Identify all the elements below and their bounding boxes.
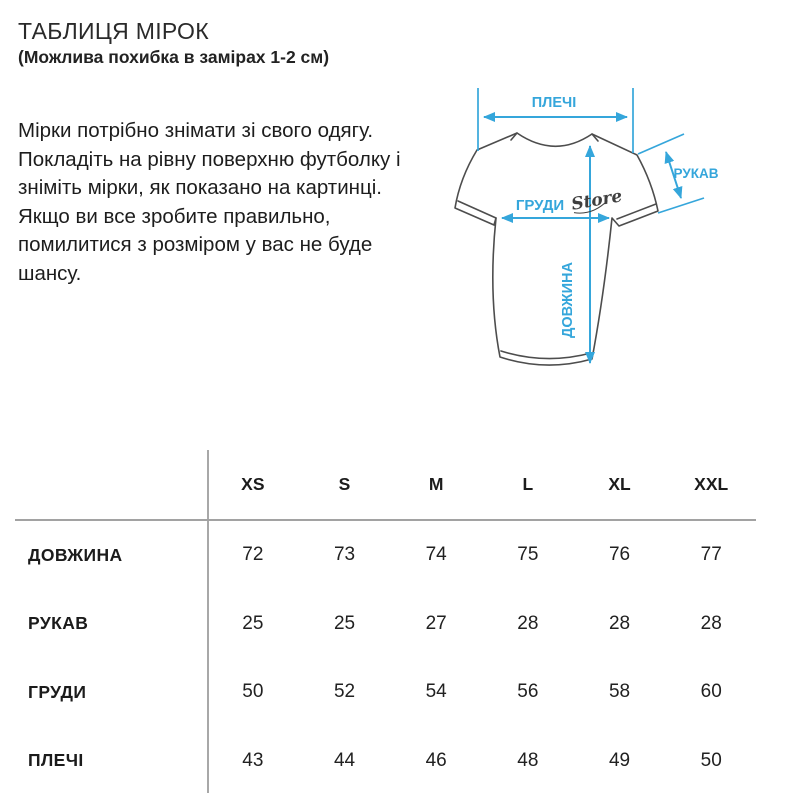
- svg-text:Store: Store: [569, 186, 624, 215]
- table-cell: 28: [517, 612, 539, 634]
- table-cell: 44: [333, 749, 356, 771]
- column-header: M: [428, 474, 444, 494]
- table-cell: 48: [517, 749, 539, 771]
- table-cell: 76: [608, 544, 631, 566]
- table-cell: 46: [425, 749, 447, 771]
- table-cell: 25: [242, 612, 264, 634]
- page-subtitle: (Можлива похибка в замірах 1-2 см): [18, 47, 330, 67]
- table-cell: 28: [608, 612, 631, 634]
- table-cell: 60: [700, 681, 722, 703]
- table-row: [15, 727, 757, 796]
- row-label: ДОВЖИНА: [28, 544, 123, 565]
- column-header: XXL: [694, 474, 729, 494]
- table-cell: 72: [242, 544, 264, 566]
- table-cell: 52: [333, 681, 356, 703]
- measuring-instructions: Мірки потрібно знімати зі свого одягу. Покладіть на рівну поверхню футболку і зніміть мірки, як показано на картинці. Якщо ви все зробите правильно, помилитися з розміром у вас не буде шансу.: [18, 119, 401, 285]
- sleeve-guide-top: [638, 134, 684, 154]
- table-cell: 54: [425, 681, 447, 703]
- sleeve-guide-bottom: [658, 198, 704, 213]
- row-label: ГРУДИ: [28, 681, 87, 702]
- table-cell: 43: [242, 749, 264, 771]
- chest-label: ГРУДИ: [515, 197, 565, 214]
- table-row: [15, 590, 757, 659]
- page-title: ТАБЛИЦЯ МІРОК: [18, 18, 209, 44]
- tshirt-outline: [455, 133, 658, 365]
- table-cell: 50: [242, 681, 264, 703]
- table-cell: 77: [700, 544, 722, 566]
- table-cell: 74: [425, 544, 447, 566]
- column-header: L: [522, 474, 534, 494]
- row-label: ПЛЕЧІ: [28, 750, 84, 771]
- row-label: РУКАВ: [28, 613, 89, 634]
- table-row: [15, 521, 757, 590]
- table-cell: 49: [608, 749, 631, 771]
- table-cell: 75: [517, 544, 539, 566]
- table-cell: 58: [608, 681, 631, 703]
- size-table-body: [15, 521, 757, 795]
- table-cell: 25: [333, 612, 356, 634]
- tshirt-measurement-diagram: [440, 80, 785, 405]
- column-header: S: [338, 474, 351, 494]
- size-table-header: [15, 450, 757, 519]
- table-cell: 73: [333, 544, 356, 566]
- table-cell: 27: [425, 612, 447, 634]
- sleeve-label: РУКАВ: [673, 166, 719, 181]
- column-header: XL: [608, 474, 631, 494]
- table-cell: 56: [517, 681, 539, 703]
- shoulders-label: ПЛЕЧІ: [531, 95, 577, 111]
- table-cell: 28: [700, 612, 722, 634]
- table-row: [15, 658, 757, 727]
- length-label: ДОВЖИНА: [560, 262, 576, 338]
- column-header: XS: [241, 474, 265, 494]
- table-cell: 50: [700, 749, 722, 771]
